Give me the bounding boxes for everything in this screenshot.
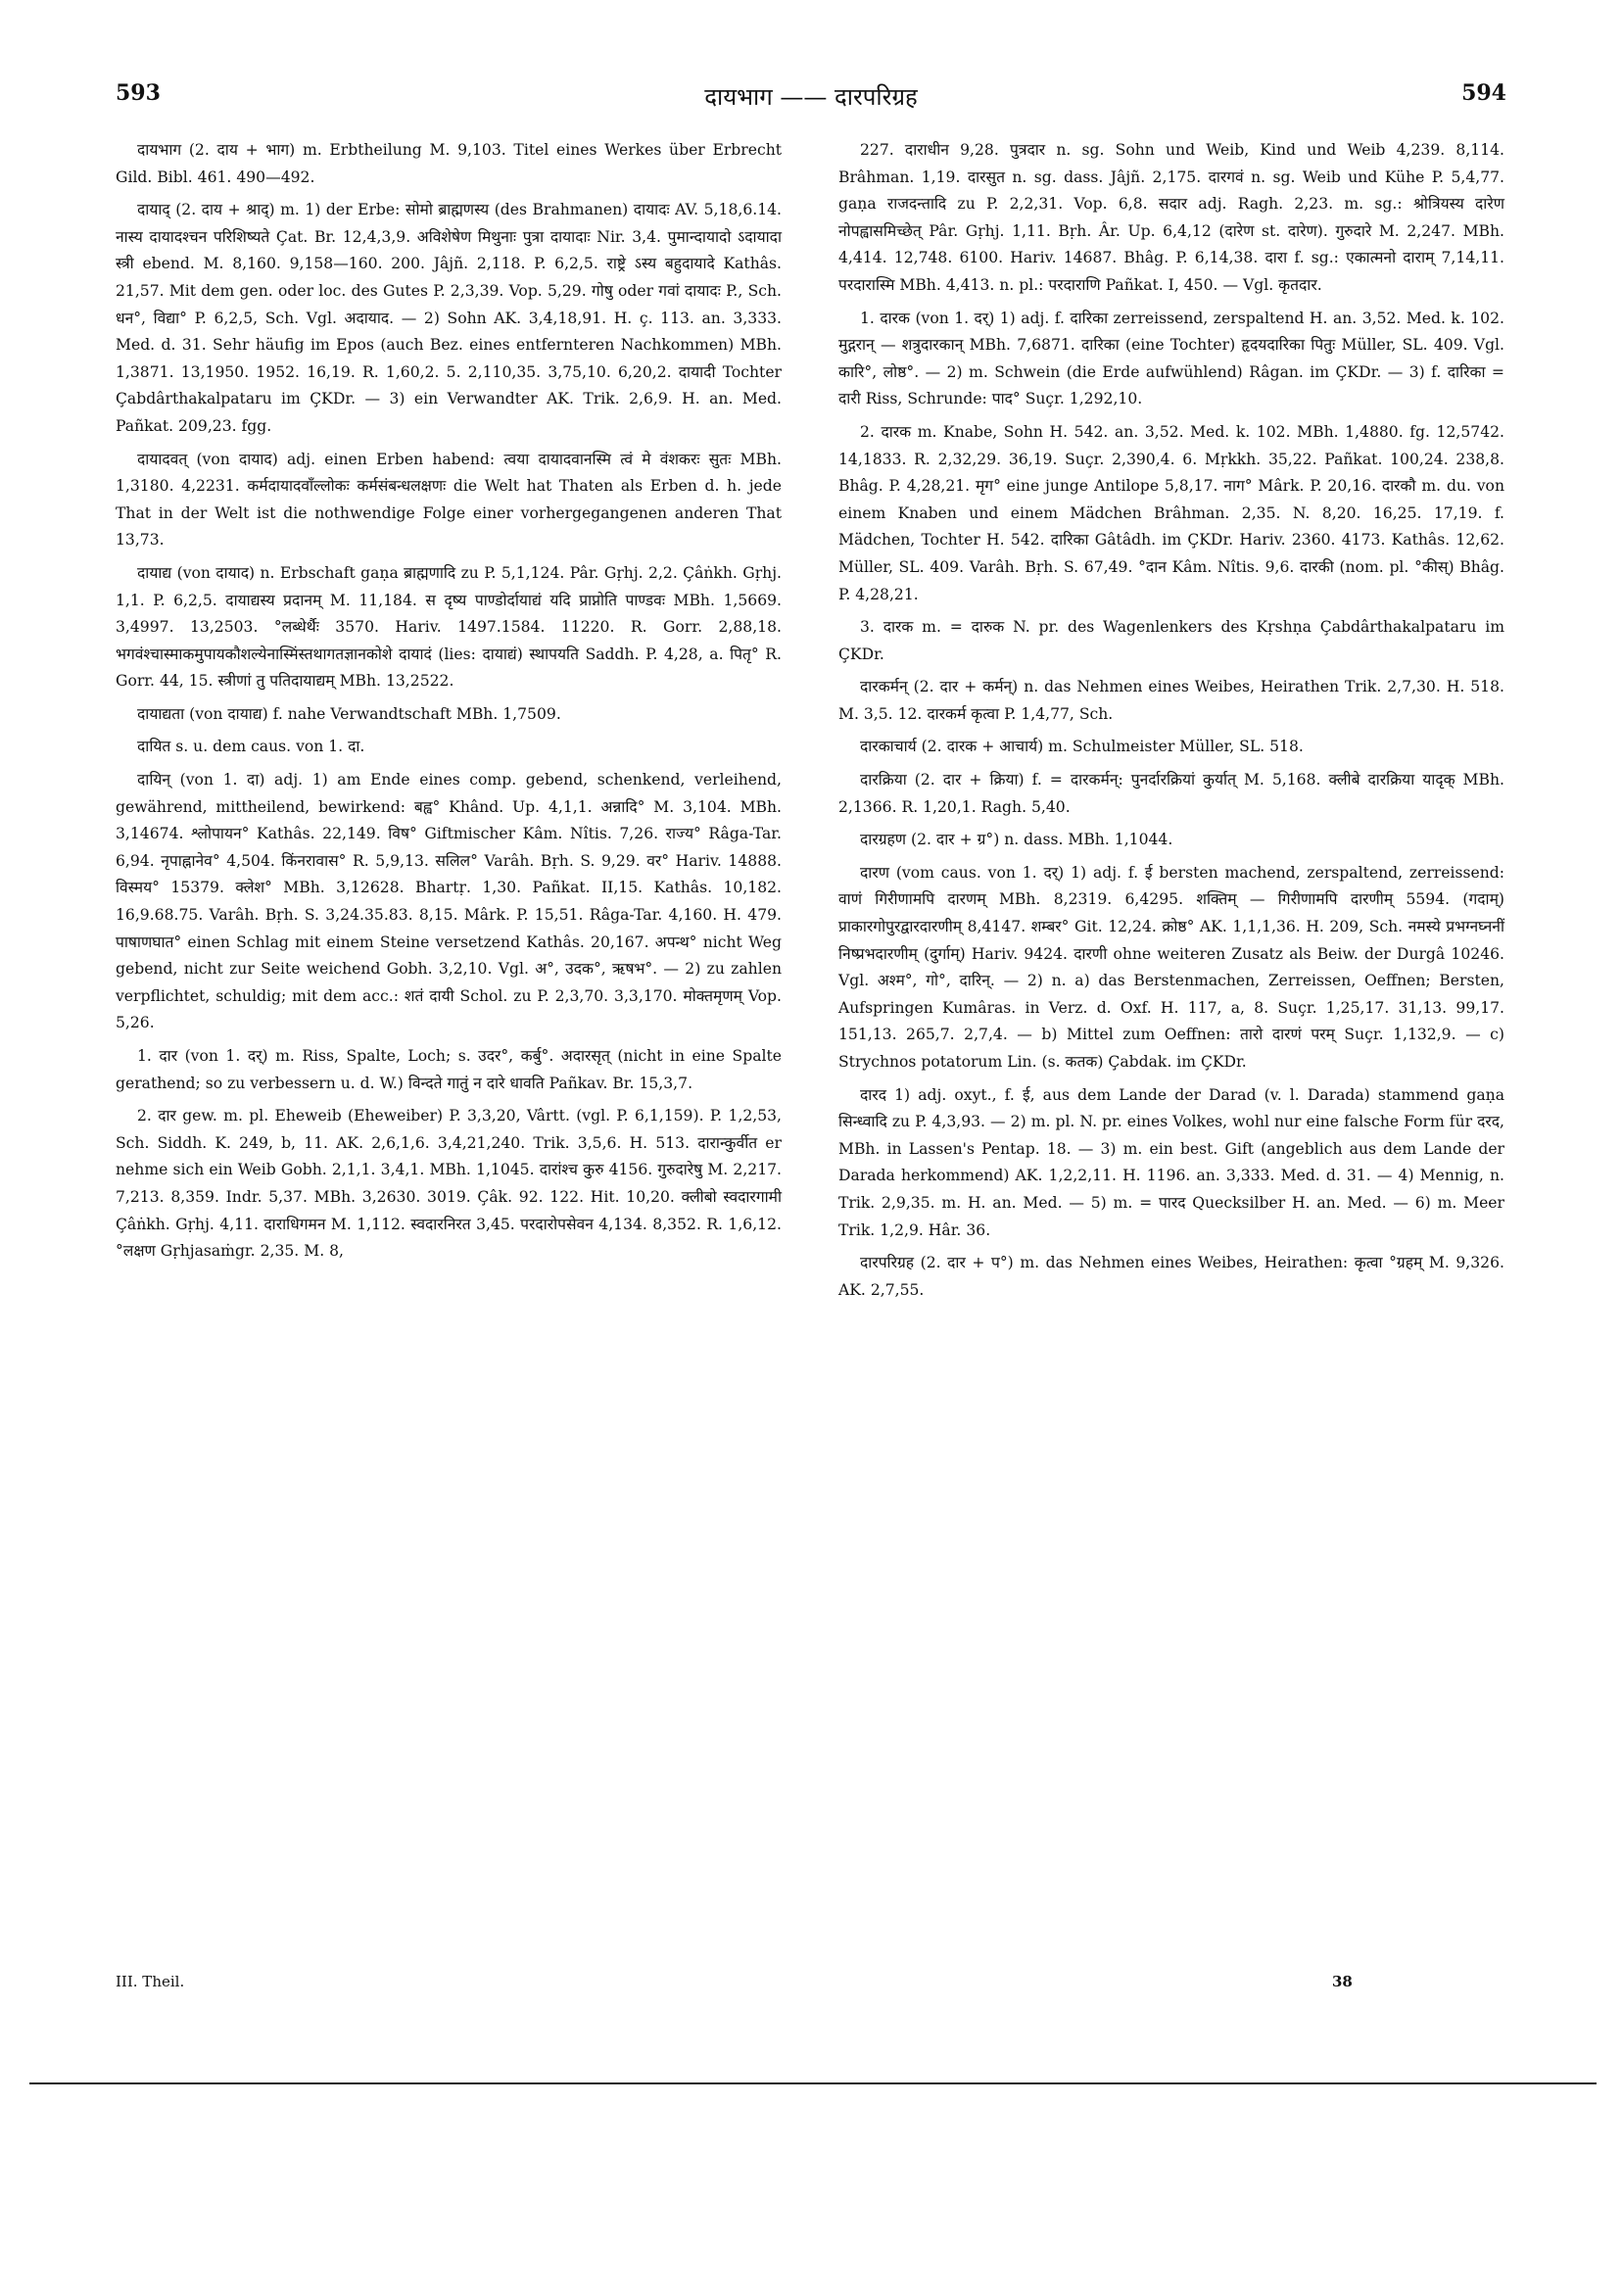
- sheet-number: 38: [1332, 1973, 1353, 1990]
- page-number-left: 593: [116, 80, 161, 106]
- page-number-right: 594: [1461, 80, 1506, 106]
- entry-daragrahana: दारग्रहण (2. दार + ग्र°) n. dass. MBh. 1,1044.: [860, 831, 1173, 849]
- bottom-rule: [29, 2082, 1597, 2084]
- entry-daraparigraha: दारपरिग्रह (2. दार + प°) m. das Nehmen eines Weibes, Heirathen: कृत्वा °ग्रहम् M. 9,326. AK. 2,7,55.: [838, 1254, 1504, 1299]
- entry-dayabhaga: दायभाग (2. दाय + भाग) m. Erbtheilung M. 9,103. Titel eines Werkes über Erbrecht Gild. Bibl. 461. 490—492.: [116, 141, 782, 186]
- entry-darakriya: दारक्रिया (2. दार + क्रिया) f. = दारकर्मन्: पुनर्दारक्रियां कुर्यात् M. 5,168. क्लीबे दारक्रिया यादृक् MBh. 2,1366. R. 1,20,1. Ragh. 5,40.: [838, 771, 1504, 816]
- entry-daraka-3: 3. दारक m. = दारुक N. pr. des Wagenlenkers des Kṛshṇa Çabdârthakalpataru im ÇKDr.: [838, 618, 1504, 663]
- entry-darakarman: दारकर्मन् (2. दार + कर्मन्) n. das Nehmen eines Weibes, Heirathen Trik. 2,7,30. H. 518. M. 3,5. 12. दारकर्म कृत्वा P. 1,4,77, Sch.: [838, 678, 1504, 723]
- entry-daraka-2: 2. दारक m. Knabe, Sohn H. 542. an. 3,52. Med. k. 102. MBh. 1,4880. fg. 12,5742. 14,1833. R. 2,32,29. 36,19. Suçr. 2,390,4. 6. Mṛkkh. 35,22. Pañkat. 100,24. 238,8. Bhâg. P. 4,28,21. मृग° eine junge Antilope 5,8,17. नाग° Mârk. P. 20,16. दारकौ m. du. von einem Knaben und einem Mädchen Brâhman. 2,35. N. 8,20. 16,25. 17,19. f. Mädchen, Tochter H. 542. दारिका Gâtâdh. im ÇKDr. Hariv. 2360. 4173. Kathâs. 12,62. Müller, SL. 409. Varâh. Bṛh. S. 67,49. °दान Kâm. Nîtis. 9,6. दारकी (nom. pl. °कीस्) Bhâg. P. 4,28,21.: [838, 422, 1504, 603]
- left-column: [116, 137, 782, 1271]
- volume-signature: III. Theil.: [116, 1973, 185, 1990]
- entry-dara-2-continued: 227. दाराधीन 9,28. पुत्रदार n. sg. Sohn und Weib, Kind und Weib 4,239. 8,114. Brâhman. 1,19. दारसुत n. sg. dass. Jâjñ. 2,175. दारगवं n. sg. Weib und Kühe P. 5,4,77. gaṇa राजदन्तादि zu P. 2,2,31. Vop. 6,8. सदार adj. Ragh. 2,23. m. sg.: श्रोत्रियस्य दारेण नोपह्वासमिच्छेत् Pâr. Gṛhj. 1,11. Bṛh. Âr. Up. 6,4,12 (दारेण st. दारेण). गुरुदारे M. 2,247. MBh. 4,414. 12,748. 6100. Hariv. 14687. Bhâg. P. 6,14,38. दारा f. sg.: एकात्मनो दाराम् 7,14,11. परदारास्मि MBh. 4,413. n. pl.: परदाराणि Pañkat. I, 450. — Vgl. कृतदार.: [838, 141, 1504, 294]
- page-header: [116, 80, 1506, 120]
- right-column: [838, 137, 1504, 1310]
- entry-darakacarya: दारकाचार्य (2. दारक + आचार्य) m. Schulmeister Müller, SL. 518.: [860, 738, 1304, 756]
- entry-dayada: दायाद् (2. दाय + श्राद्) m. 1) der Erbe: सोमो ब्राह्मणस्य (des Brahmanen) दायादः AV. 5,18,6.14. नास्य दायादश्चन परिशिष्यते Çat. Br. 12,4,3,9. अविशेषेण मिथुनाः पुत्रा दायादाः Nir. 3,4. पुमान्दायादो ऽदायादा स्त्री ebend. M. 8,160. 9,158—160. 200. Jâjñ. 2,118. P. 6,2,5. राष्ट्रे ऽस्य बहुदायादे Kathâs. 21,57. Mit dem gen. oder loc. des Gutes P. 2,3,39. Vop. 5,29. गोषु oder गवां दायादः P., Sch. धन°, विद्या° P. 6,2,5, Sch. Vgl. अदायाद. — 2) Sohn AK. 3,4,18,91. H. ç. 113. an. 3,333. Med. d. 31. Sehr häufig im Epos (auch Bez. eines entfernteren Nachkommen) MBh. 1,3871. 13,1950. 1952. 16,19. R. 1,60,2. 5. 2,110,35. 3,75,10. 6,20,2. दायादी Tochter Çabdârthakalpataru im ÇKDr. — 3) ein Verwandter AK. Trik. 2,6,9. H. an. Med. Pañkat. 209,23. fgg.: [116, 201, 782, 435]
- entry-dayin: दायिन् (von 1. दा) adj. 1) am Ende eines comp. gebend, schenkend, verleihend, gewährend, mittheilend, bewirkend: बह्व° Khând. Up. 4,1,1. अन्नादि° M. 3,104. MBh. 3,14674. श्लोपायन° Kathâs. 22,149. विष° Giftmischer Kâm. Nîtis. 7,26. राज्य° Râga-Tar. 6,94. नृपाह्नानेव° 4,504. किंनरावास° R. 5,9,13. सलिल° Varâh. Bṛh. S. 9,29. वर° Hariv. 14888. विस्मय° 15379. क्लेश° MBh. 3,12628. Bhartṛ. 1,30. Pañkat. II,15. Kathâs. 10,182. 16,9.68.75. Varâh. Bṛh. S. 3,24.35.83. 8,15. Mârk. P. 15,51. Râga-Tar. 4,160. H. 479. पाषाणघात° einen Schlag mit einem Steine versetzend Kathâs. 20,167. अपन्थ° nicht Weg gebend, nicht zur Seite weichend Gobh. 3,2,10. Vgl. अ°, उदक°, ऋषभ°. — 2) zu zahlen verpflichtet, schuldig; mit dem acc.: शतं दायी Schol. zu P. 2,3,70. 3,3,170. मोक्तमृणम् Vop. 5,26.: [116, 771, 782, 1032]
- entry-dara-2: 2. दार gew. m. pl. Eheweib (Eheweiber) P. 3,3,20, Vârtt. (vgl. P. 6,1,159). P. 1,2,53, Sch. Siddh. K. 249, b, 11. AK. 2,6,1,6. 3,4,21,240. Trik. 3,5,6. H. 513. दारान्कुर्वीत er nehme sich ein Weib Gobh. 2,1,1. 3,4,1. MBh. 1,1045. दारांश्च कुरु 4156. गुरुदारेषु M. 2,217. 7,213. 8,359. Indr. 5,37. MBh. 3,2630. 3019. Çâk. 92. 122. Hit. 10,20. क्लीबो स्वदारगामी Çâṅkh. Gṛhj. 4,11. दाराधिगमन M. 1,112. स्वदारनिरत 3,45. परदारोपसेवन 4,134. 8,352. R. 1,6,12. °लक्षण Gṛhjasaṁgr. 2,35. M. 8,: [116, 1107, 782, 1261]
- entry-dayita: दायित s. u. dem caus. von 1. दा.: [137, 738, 365, 756]
- entry-dara-1: 1. दार (von 1. दर्) m. Riss, Spalte, Loch; s. उदर°, कर्बु°. अदारसृत् (nicht in eine Spalte gerathend; so zu verbessern u. d. W.) विन्दते गातुं न दारे धावति Pañkav. Br. 15,3,7.: [116, 1047, 782, 1092]
- entry-daraka-1: 1. दारक (von 1. दर्) 1) adj. f. दारिका zerreissend, zerspaltend H. an. 3,52. Med. k. 102. मुद्गरान् — शत्रुदारकान् MBh. 7,6871. दारिका (eine Tochter) हृदयदारिका पितुः Müller, SL. 409. Vgl. कारि°, लोष्ठ°. — 2) m. Schwein (die Erde aufwühlend) Râgan. im ÇKDr. — 3) f. दारिका = दारी Riss, Schrunde: पाद° Suçr. 1,292,10.: [838, 309, 1504, 408]
- entry-dayadyata: दायाद्यता (von दायाद्य) f. nahe Verwandtschaft MBh. 1,7509.: [137, 704, 561, 723]
- entry-darada: दारद 1) adj. oxyt., f. ई, aus dem Lande der Darad (v. l. Darada) stammend gaṇa सिन्ध्वादि zu P. 4,3,93. — 2) m. pl. N. pr. eines Volkes, wohl nur eine falsche Form für दरद, MBh. in Lassen's Pentap. 18. — 3) m. ein best. Gift (angeblich aus dem Lande der Darada herkommend) AK. 1,2,2,11. H. 1196. an. 3,333. Med. d. 31. — 4) Mennig, n. Trik. 2,9,35. m. H. an. Med. — 5) m. = पारद Quecksilber H. an. Med. — 6) m. Meer Trik. 1,2,9. Hâr. 36.: [838, 1085, 1504, 1239]
- entry-dayadya: दायाद्य (von दायाद) n. Erbschaft gaṇa ब्राह्मणादि zu P. 5,1,124. Pâr. Gṛhj. 2,2. Çâṅkh. Gṛhj. 1,1. P. 6,2,5. दायाद्यस्य प्रदानम् M. 11,184. स दृष्य पाण्डोर्दायाद्यं यदि प्राप्नोति पाण्डवः MBh. 1,5669. 3,4997. 13,2503. °लब्धेर्थैः 3570. Hariv. 1497.1584. 11220. R. Gorr. 2,88,18. भगवंश्चास्माकमुपायकौशल्येनास्मिंस्तथागतज्ञानकोशे दायादं (lies: दायाद्यं) स्थापयति Saddh. P. 4,28, a. पितृ° R. Gorr. 44, 15. स्त्रीणां तु पतिदायाद्यम् MBh. 13,2522.: [116, 563, 782, 691]
- running-title: दायभाग —— दारपरिग्रह: [704, 83, 918, 111]
- entry-dayadavat: दायादवत् (von दायाद) adj. einen Erben habend: त्वया दायादवानस्मि त्वं मे वंशकरः सुतः MBh. 1,3180. 4,2231. कर्मदायादवाँल्लोकः कर्मसंबन्धलक्षणः die Welt hat Thaten als Erben d. h. jede That in der Welt ist die nothwendige Folge einer vorhergegangenen anderen That 13,73.: [116, 450, 782, 550]
- entry-darana: दारण (vom caus. von 1. दर्) 1) adj. f. ई bersten machend, zerspaltend, zerreissend: वाणं गिरीणामपि दारणम् MBh. 8,2319. 6,4295. शक्तिम् — गिरीणामपि दारणीम् 5594. (गदाम्) प्राकारगोपुरद्वारदारणीम् 8,4147. शम्बर° Git. 12,24. क्रोष्ठ° AK. 1,1,1,36. H. 209, Sch. नमस्ये प्रभग्नघ्ननीं निष्प्रभदारणीम् (दुर्गाम्) Hariv. 9424. दारणी ohne weiteren Zusatz als Beiw. der Durgâ 10246. Vgl. अश्म°, गो°, दारिन्. — 2) n. a) das Berstenmachen, Zerreissen, Oeffnen; Bersten, Aufspringen Kumâras. in Verz. d. Oxf. H. 117, a, 8. Suçr. 1,25,17. 31,13. 99,17. 151,13. 265,7. 2,7,4. — b) Mittel zum Oeffnen: तारो दारणं परम् Suçr. 1,132,9. — c) Strychnos potatorum Lin. (s. कतक) Çabdak. im ÇKDr.: [838, 863, 1504, 1071]
